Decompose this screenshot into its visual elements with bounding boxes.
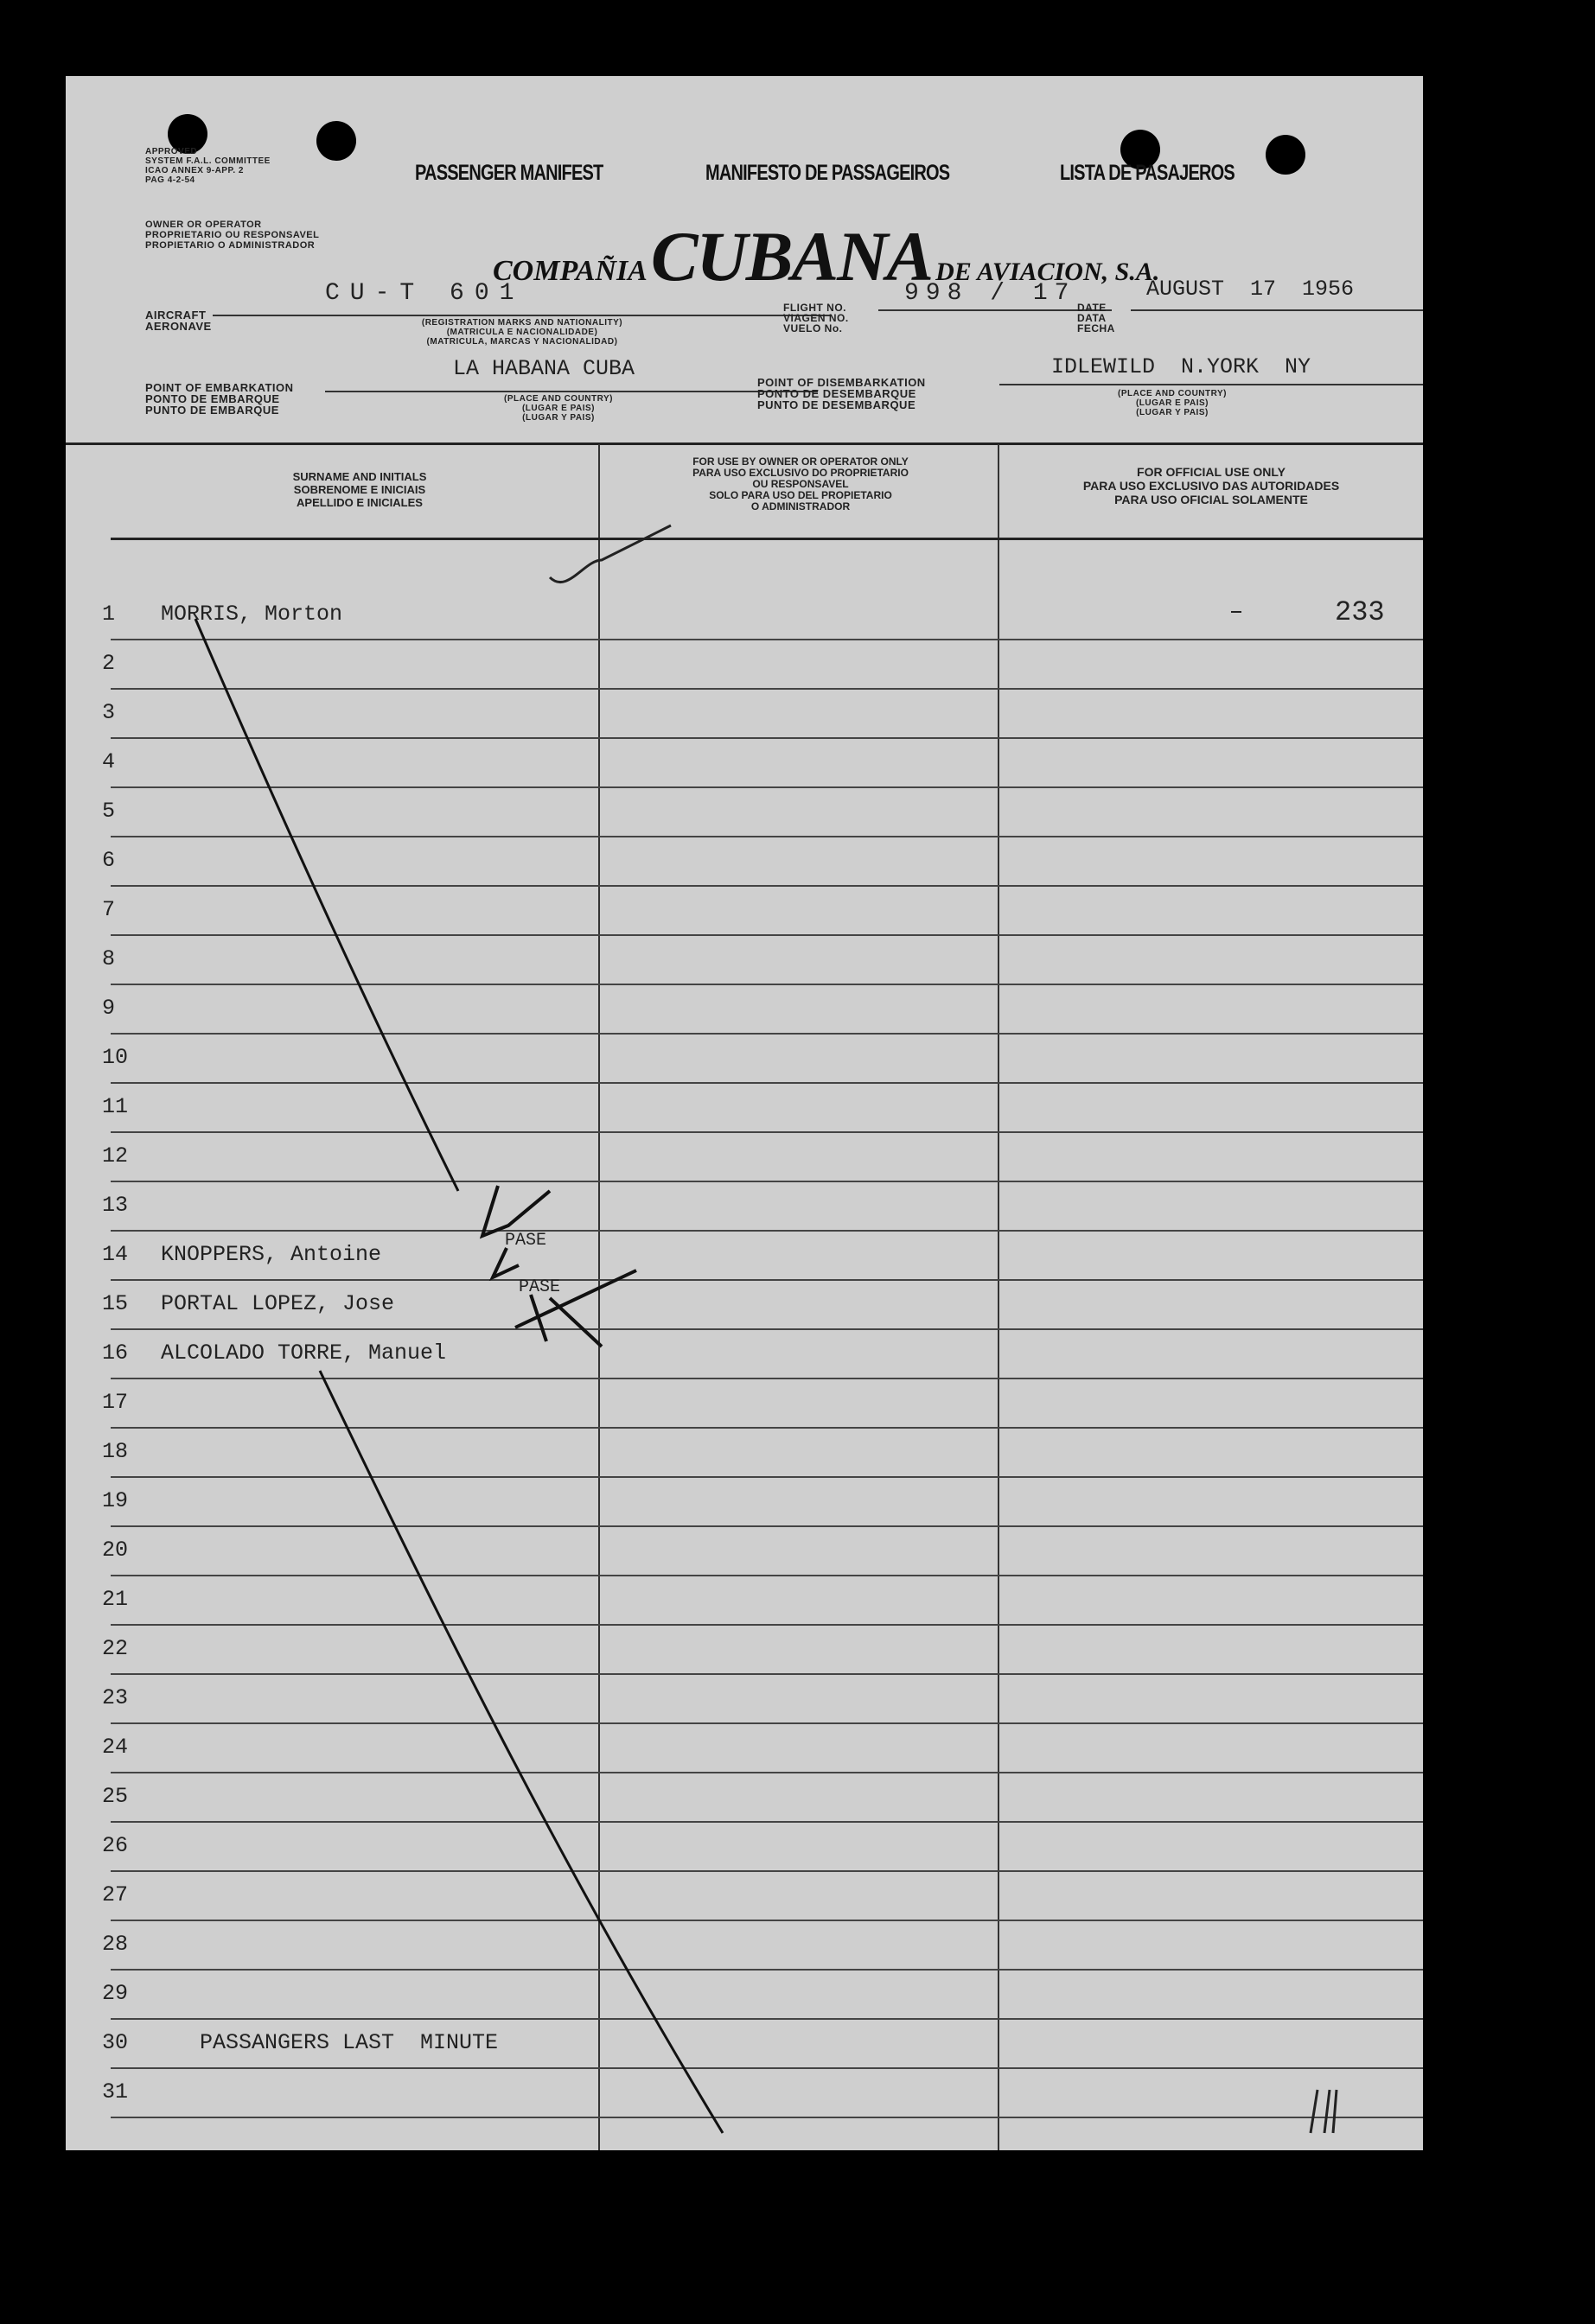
row-number: 29 (102, 1981, 129, 2006)
row-number: 8 (102, 946, 116, 971)
row-number: 18 (102, 1439, 129, 1464)
row-number: 12 (102, 1143, 129, 1168)
row-number: 1 (102, 602, 116, 627)
strike-line (320, 1371, 723, 2133)
pen-marks (66, 76, 1423, 2150)
embark-label: POINT OF EMBARKATION PONTO DE EMBARQUE PUNTO DE EMBARQUE (145, 381, 294, 417)
row-number: 17 (102, 1390, 129, 1415)
row-number: 22 (102, 1636, 129, 1661)
date-value: AUGUST 17 1956 (1146, 277, 1355, 302)
pase-stamp: PASE (505, 1231, 547, 1251)
flight-value: 998 / 17 (904, 280, 1076, 307)
row-number: 20 (102, 1538, 129, 1563)
embark-value: LA HABANA CUBA (453, 356, 635, 381)
row-number: 10 (102, 1045, 129, 1070)
passenger-name: PASSANGERS LAST MINUTE (161, 2030, 499, 2055)
row-number: 26 (102, 1833, 129, 1858)
col-header-names: SURNAME AND INITIALS SOBRENOME E INICIAIS APELLIDO E INICIALES (292, 470, 427, 509)
title-lista: LISTA DE PASAJEROS (1060, 161, 1235, 185)
row-number: 2 (102, 651, 116, 676)
row-number: 30 (102, 2030, 129, 2055)
row-number: 14 (102, 1242, 129, 1267)
strike-line (195, 619, 458, 1191)
passenger-name: MORRIS, Morton (161, 602, 343, 627)
aircraft-label: AIRCRAFT AERONAVE (145, 309, 212, 333)
row-number: 28 (102, 1932, 129, 1957)
embark-sub: (PLACE AND COUNTRY) (LUGAR E PAIS) (LUGAR Y PAIS) (504, 394, 613, 423)
tick-mark (482, 1186, 550, 1236)
row-number: 21 (102, 1587, 129, 1612)
title-manifesto: MANIFESTO DE PASSAGEIROS (705, 161, 950, 185)
manifest-sheet (66, 76, 1423, 2150)
col-header-official: FOR OFFICIAL USE ONLY PARA USO EXCLUSIVO DAS AUTORIDADES PARA USO OFICIAL SOLAMENTE (1082, 465, 1340, 506)
row-number: 16 (102, 1340, 129, 1366)
passenger-name: PORTAL LOPEZ, Jose (161, 1291, 395, 1316)
disembark-label: POINT OF DISEMBARKATION PONTO DE DESEMBARQUE PUNTO DE DESEMBARQUE (757, 376, 926, 411)
tick-mark (493, 1248, 519, 1277)
row-number: 6 (102, 848, 116, 873)
row-number: 24 (102, 1735, 129, 1760)
row-number: 5 (102, 799, 116, 824)
row-number: 23 (102, 1685, 129, 1710)
row-number: 11 (102, 1094, 129, 1119)
row-number: 4 (102, 749, 116, 774)
official-number: 233 (1335, 596, 1385, 628)
approved-block: APPROVED SYSTEM F.A.L. COMMITTEE ICAO ANNEX 9-APP. 2 PAG 4-2-54 (145, 147, 271, 185)
row-number: 27 (102, 1882, 129, 1907)
row-number: 9 (102, 996, 116, 1021)
row-number: 15 (102, 1291, 129, 1316)
title-passenger-manifest: PASSENGER MANIFEST (415, 161, 603, 185)
aircraft-value: CU-T 601 (325, 280, 525, 307)
passenger-name: ALCOLADO TORRE, Manuel (161, 1340, 447, 1366)
cross-mark (515, 1270, 636, 1347)
row-number: 13 (102, 1193, 129, 1218)
disembark-sub: (PLACE AND COUNTRY) (LUGAR E PAIS) (LUGAR Y PAIS) (1118, 389, 1227, 417)
date-label: DATE DATA FECHA (1077, 302, 1115, 334)
bottom-marks (1311, 2090, 1337, 2133)
pase-stamp: PASE (519, 1277, 561, 1297)
row-number: 7 (102, 897, 116, 922)
company-name: COMPAÑIA CUBANA DE AVIACION, S.A. (493, 217, 1160, 296)
row-number: 31 (102, 2079, 129, 2104)
flight-label: FLIGHT NO. VIAGEN NO. VUELO No. (783, 302, 849, 334)
aircraft-sub: (REGISTRATION MARKS AND NATIONALITY) (MATRICULA E NACIONALIDADE) (MATRICULA, MARCAS Y NACIONALIDAD) (421, 318, 623, 347)
row-number: 25 (102, 1784, 129, 1809)
disembark-value: IDLEWILD N.YORK NY (1051, 354, 1311, 379)
row-number: 3 (102, 700, 116, 725)
row-number: 19 (102, 1488, 129, 1513)
checkmark (550, 525, 671, 583)
owner-block: OWNER OR OPERATOR PROPRIETARIO OU RESPONSAVEL PROPIETARIO O ADMINISTRADOR (145, 220, 320, 251)
col-header-owner: FOR USE BY OWNER OR OPERATOR ONLY PARA USO EXCLUSIVO DO PROPRIETARIO OU RESPONSAVEL SOLO PARA USO DEL PROPIETARIO O ADMINISTRADOR (692, 455, 909, 513)
passenger-name: KNOPPERS, Antoine (161, 1242, 382, 1267)
